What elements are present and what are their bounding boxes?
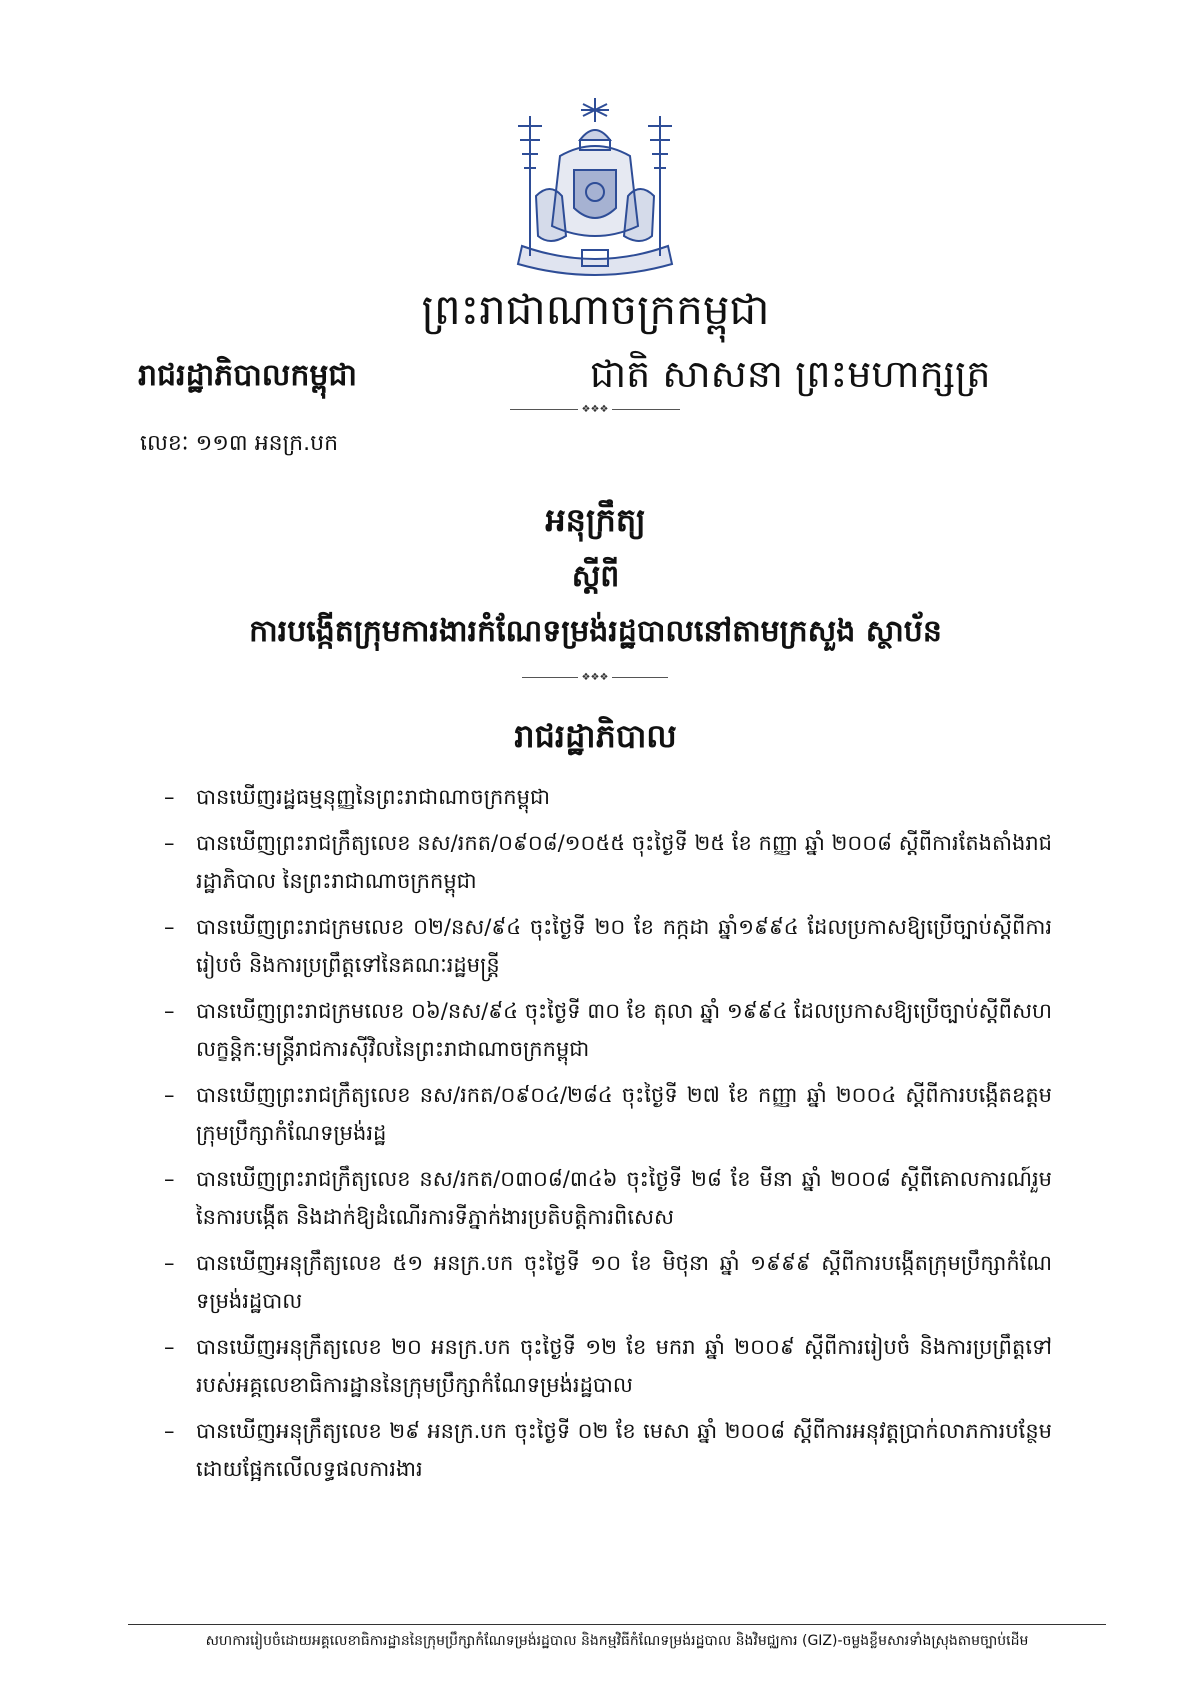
document-about: ស្តីពី bbox=[571, 559, 620, 594]
list-item-text: បានឃើញអនុក្រឹត្យលេខ ៥១ អនក្រ.បក ចុះថ្ងៃទី ១០ ខែ មិថុនា ឆ្នាំ ១៩៩៩ ស្តីពីការបង្កើតក្រុមប្រឹក្សាកំណែទម្រង់រដ្ឋបាល bbox=[196, 1251, 1052, 1313]
document-subject: ការបង្កើតក្រុមការងារកំណែទម្រង់រដ្ឋបាលនៅតាមក្រសួង ស្ថាប័ន bbox=[249, 614, 942, 649]
list-item-text: បានឃើញព្រះរាជក្រមលេខ ០២/នស/៩៤ ចុះថ្ងៃទី ២០ ខែ កក្កដា ឆ្នាំ១៩៩៤ ដែលប្រកាសឱ្យប្រើច្បាប់ស្តីពីការរៀបចំ និងការប្រព្រឹត្តទៅនៃគណៈរដ្ឋមន្ត្រី bbox=[196, 915, 1052, 977]
footer-divider bbox=[128, 1624, 1106, 1625]
list-item-text: បានឃើញព្រះរាជក្រឹត្យលេខ នស/រកត/០៩០៨/១០៥៥ ចុះថ្ងៃទី ២៥ ខែ កញ្ញា ឆ្នាំ ២០០៨ ស្តីពីការតែងតាំងរាជរដ្ឋាភិបាល នៃព្រះរាជាណាចក្រកម្ពុជា bbox=[196, 831, 1052, 893]
list-item bbox=[164, 778, 1052, 816]
list-item bbox=[164, 992, 1052, 1068]
list-item bbox=[164, 1328, 1052, 1404]
list-item-text: បានឃើញព្រះរាជក្រឹត្យលេខ នស/រកត/០៣០៨/៣៤៦ ចុះថ្ងៃទី ២៨ ខែ មីនា ឆ្នាំ ២០០៨ ស្តីពីគោលការណ៍រួមនៃការបង្កើត និងដាក់ឱ្យដំណើរការទីភ្នាក់ងារប្រតិបត្តិការពិសេស bbox=[196, 1167, 1052, 1229]
list-item-text: បានឃើញរដ្ឋធម្មនុញ្ញនៃព្រះរាជាណាចក្រកម្ពុជា bbox=[196, 785, 550, 809]
list-item bbox=[164, 1076, 1052, 1152]
list-dash: – bbox=[164, 785, 175, 809]
list-dash: – bbox=[164, 1419, 175, 1443]
government-name: រាជរដ្ឋាភិបាលកម្ពុជា bbox=[138, 358, 357, 393]
list-item bbox=[164, 908, 1052, 984]
document-type: អនុក្រឹត្យ bbox=[545, 501, 646, 539]
list-dash: – bbox=[164, 1083, 175, 1107]
list-item bbox=[164, 1244, 1052, 1320]
ornament-divider: ❖❖❖ bbox=[510, 404, 680, 416]
list-item bbox=[164, 824, 1052, 900]
list-dash: – bbox=[164, 1167, 175, 1191]
list-dash: – bbox=[164, 1251, 175, 1275]
list-dash: – bbox=[164, 1335, 175, 1359]
list-item-text: បានឃើញអនុក្រឹត្យលេខ ២០ អនក្រ.បក ចុះថ្ងៃទី ១២ ខែ មករា ឆ្នាំ ២០០៩ ស្តីពីការរៀបចំ និងការប្រព្រឹត្តទៅរបស់អគ្គលេខាធិការដ្ឋាននៃក្រុមប្រឹក្សាកំណែទម្រង់រដ្ឋបាល bbox=[196, 1335, 1052, 1397]
list-dash: – bbox=[164, 831, 175, 855]
national-motto: ជាតិ សាសនា ព្រះមហាក្សត្រ bbox=[590, 352, 991, 396]
list-item-text: បានឃើញព្រះរាជក្រមលេខ ០៦/នស/៩៤ ចុះថ្ងៃទី ៣០ ខែ តុលា ឆ្នាំ ១៩៩៤ ដែលប្រកាសឱ្យប្រើច្បាប់ស្តីពីសហលក្ខន្តិកៈមន្ត្រីរាជការស៊ីវិលនៃព្រះរាជាណាចក្រកម្ពុជា bbox=[196, 999, 1052, 1061]
list-item-text: បានឃើញព្រះរាជក្រឹត្យលេខ នស/រកត/០៩០៤/២៨៤ ចុះថ្ងៃទី ២៧ ខែ កញ្ញា ឆ្នាំ ២០០៤ ស្តីពីការបង្កើតឧត្តមក្រុមប្រឹក្សាកំណែទម្រង់រដ្ឋ bbox=[196, 1083, 1052, 1145]
issuing-authority: រាជរដ្ឋាភិបាល bbox=[514, 717, 677, 755]
royal-coat-of-arms-icon bbox=[500, 96, 690, 282]
list-item bbox=[164, 1412, 1052, 1488]
list-item bbox=[164, 1160, 1052, 1236]
list-dash: – bbox=[164, 999, 175, 1023]
legal-basis-list bbox=[164, 778, 1052, 1496]
list-item-text: បានឃើញអនុក្រឹត្យលេខ ២៩ អនក្រ.បក ចុះថ្ងៃទី ០២ ខែ មេសា ឆ្នាំ ២០០៨ ស្តីពីការអនុវត្តប្រាក់លាភការបន្ថែមដោយផ្អែកលើលទ្ធផលការងារ bbox=[196, 1419, 1052, 1481]
ornament-divider: ❖❖❖ bbox=[522, 672, 668, 684]
reference-number: លេខៈ ១១៣ អនក្រ.បក bbox=[140, 431, 339, 456]
list-dash: – bbox=[164, 915, 175, 939]
footer-note: សហការរៀបចំដោយអគ្គលេខាធិការដ្ឋាននៃក្រុមប្រឹក្សាកំណែទម្រង់រដ្ឋបាល និងកម្មវិធីកំណែទម្រង់រដ្ឋបាល និងវិមជ្ឈការ (GIZ)-ចម្លងខ្លឹមសារទាំងស្រុងតាមច្បាប់ដើម bbox=[205, 1633, 1029, 1649]
kingdom-name: ព្រះរាជាណាចក្រកម្ពុជា bbox=[421, 285, 770, 334]
